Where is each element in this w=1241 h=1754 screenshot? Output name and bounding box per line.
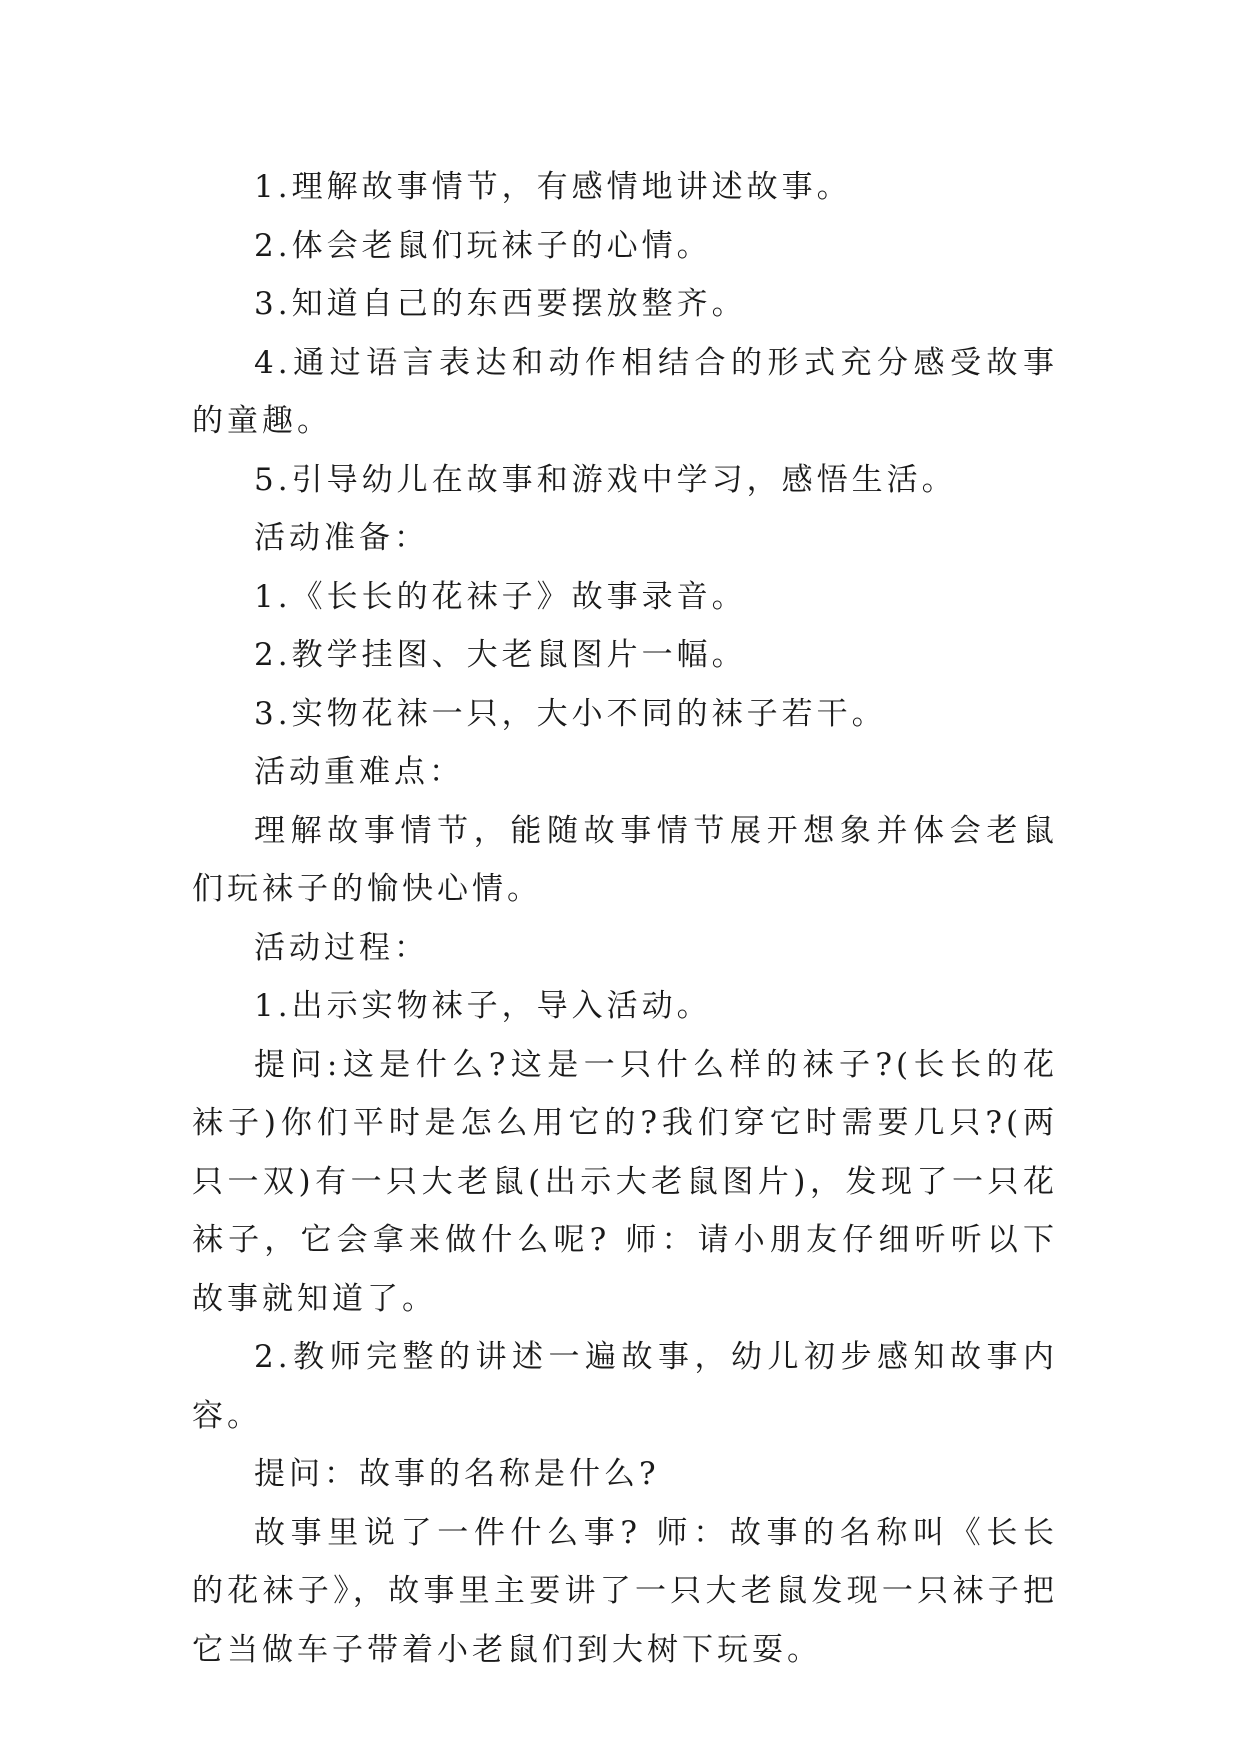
preparation-1: 1.《长长的花袜子》故事录音。 bbox=[254, 578, 747, 615]
objective-3: 3.知道自己的东西要摆放整齐。 bbox=[254, 286, 747, 322]
preparation-3: 3.实物花袜一只，大小不同的袜子若干。 bbox=[254, 695, 887, 732]
section-heading-process: 活动过程： bbox=[254, 929, 429, 966]
preparation-2: 2.教学挂图、大老鼠图片一幅。 bbox=[254, 637, 747, 673]
objective-1: 1.理解故事情节，有感情地讲述故事。 bbox=[254, 169, 852, 205]
section-heading-key-points: 活动重难点： bbox=[254, 754, 464, 790]
process-step-1: 1.出示实物袜子，导入活动。 bbox=[254, 988, 712, 1024]
objective-4: 4.通过语言表达和动作相结合的形式充分感受故事的童趣。 bbox=[192, 344, 1058, 439]
process-question-1: 提问:这是什么?这是一只什么样的袜子?(长长的花袜子)你们平时是怎么用它的?我们穿它时需要几只?(两只一双)有一只大老鼠(出示大老鼠图片)，发现了一只花袜子，它会拿来做什么呢? 师：请小朋友仔细听听以下故事就知道了。 bbox=[192, 1046, 1058, 1317]
process-question-2: 提问：故事的名称是什么? bbox=[254, 1456, 660, 1492]
objective-5: 5.引导幼儿在故事和游戏中学习，感悟生活。 bbox=[254, 461, 957, 498]
objective-2: 2.体会老鼠们玩袜子的心情。 bbox=[254, 227, 712, 264]
key-points-text: 理解故事情节，能随故事情节展开想象并体会老鼠们玩袜子的愉快心情。 bbox=[192, 812, 1058, 907]
process-question-3: 故事里说了一件什么事? 师：故事的名称叫《长长的花袜子》，故事里主要讲了一只大老鼠发现一只袜子把它当做车子带着小老鼠们到大树下玩耍。 bbox=[192, 1514, 1058, 1668]
section-heading-preparation: 活动准备： bbox=[254, 520, 429, 556]
document-body bbox=[192, 158, 1058, 1679]
process-step-2: 2.教师完整的讲述一遍故事，幼儿初步感知故事内容。 bbox=[192, 1339, 1058, 1434]
